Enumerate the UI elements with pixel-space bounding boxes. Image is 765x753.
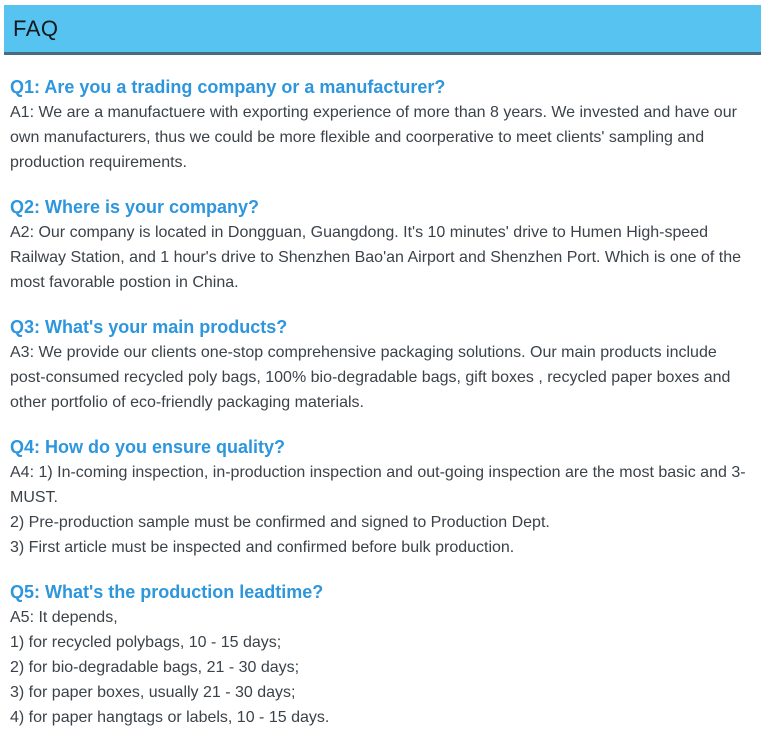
- page-title: FAQ: [13, 15, 59, 41]
- answer-line: A5: It depends,: [10, 609, 118, 626]
- answer-line: 2) Pre-production sample must be confirmed and signed to Production Dept.: [10, 514, 550, 531]
- answer-a1: [10, 100, 755, 175]
- answer-line: 3) for paper boxes, usually 21 - 30 days;: [10, 684, 296, 701]
- question-q4: Q4: How do you ensure quality?: [10, 437, 286, 457]
- answer-a3: [10, 340, 755, 415]
- faq-section-q5: [10, 582, 755, 730]
- answer-line: 1) for recycled polybags, 10 - 15 days;: [10, 634, 282, 651]
- faq-section-q1: [10, 77, 755, 175]
- question-q1: Q1: Are you a trading company or a manufacturer?: [10, 77, 446, 97]
- answer-line: A2: Our company is located in Dongguan, Guangdong. It's 10 minutes' drive to Humen High-speed Railway Station, and 1 hour's drive to Shenzhen Bao'an Airport and Shenzhen Port. Which is one of the most favorable postion in China.: [10, 224, 741, 291]
- answer-a4: [10, 460, 755, 560]
- faq-section-q2: [10, 197, 755, 295]
- faq-content: [0, 77, 765, 730]
- question-q2: Q2: Where is your company?: [10, 197, 260, 217]
- answer-line: 2) for bio-degradable bags, 21 - 30 days;: [10, 659, 300, 676]
- answer-line: A3: We provide our clients one-stop comprehensive packaging solutions. Our main products include post-consumed recycled poly bags, 100% bio-degradable bags, gift boxes , recycled paper boxes and other portfolio of eco-friendly packaging materials.: [10, 344, 731, 411]
- question-q5: Q5: What's the production leadtime?: [10, 582, 324, 602]
- faq-section-q3: [10, 317, 755, 415]
- faq-section-q4: [10, 437, 755, 560]
- question-q3: Q3: What's your main products?: [10, 317, 288, 337]
- answer-line: 4) for paper hangtags or labels, 10 - 15 days.: [10, 709, 330, 726]
- answer-a5: [10, 605, 755, 730]
- answer-line: A1: We are a manufactuere with exporting experience of more than 8 years. We invested and have our own manufacturers, thus we could be more flexible and coorperative to meet clients' sampling and production requirements.: [10, 104, 737, 171]
- answer-line: 3) First article must be inspected and confirmed before bulk production.: [10, 539, 515, 556]
- faq-header-bar: [4, 5, 761, 55]
- answer-line: A4: 1) In-coming inspection, in-production inspection and out-going inspection are the most basic and 3-MUST.: [10, 464, 746, 506]
- answer-a2: [10, 220, 755, 295]
